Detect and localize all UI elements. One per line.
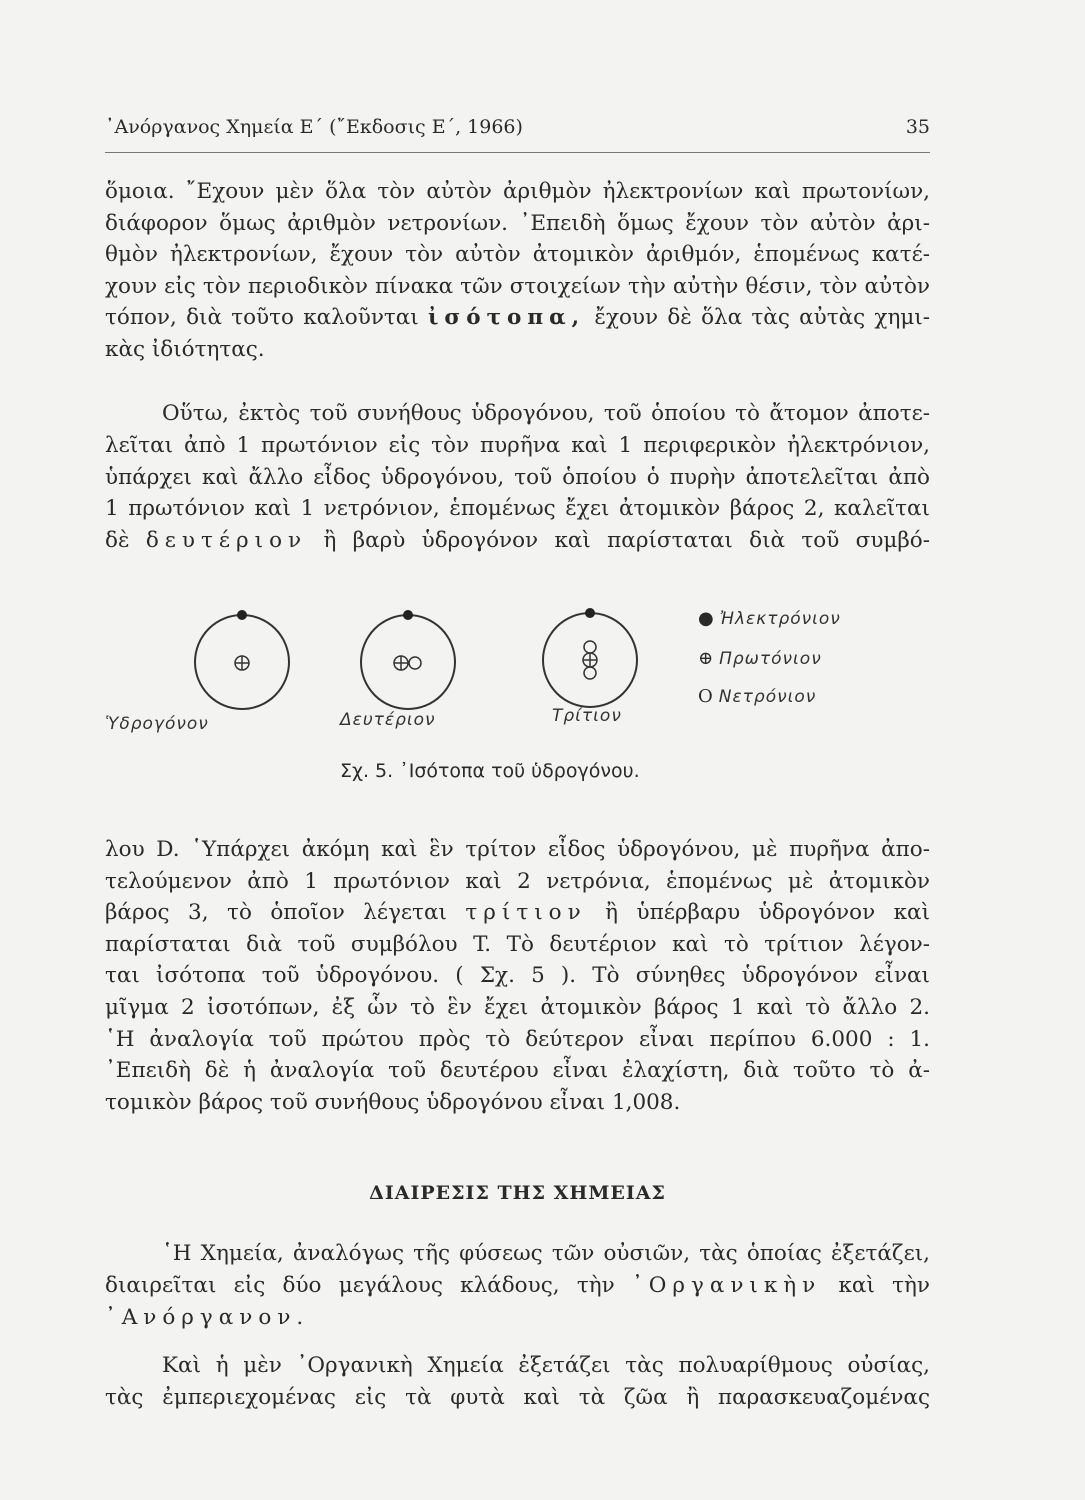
section-title: ΔΙΑΙΡΕΣΙΣ ΤΗΣ ΧΗΜΕΙΑΣ <box>369 1182 666 1204</box>
text-line: ῾Η ἀναλογία τοῦ πρώτου πρὸς τὸ δεύτερον εἶναι περίπου 6.000 : 1. <box>105 1026 930 1052</box>
paragraph-2 <box>105 430 930 556</box>
neutron-mark <box>409 657 421 669</box>
text-line: ὑπάρχει καὶ ἄλλο εἶδος ὑδρογόνου, τοῦ ὁποίου ὁ πυρὴν ἀποτελεῖται ἀπὸ <box>105 464 930 490</box>
text-line <box>105 1302 930 1334</box>
text-line: ται ἰσότοπα τοῦ ὑδρογόνου. ( Σχ. 5 ). Τὸ σύνηθες ὑδρογόνον εἶναι <box>105 963 930 989</box>
paragraph-5 <box>105 1382 930 1414</box>
electron-dot <box>585 608 595 618</box>
text-span: καὶ τὴν <box>821 1273 930 1298</box>
text-line: τομικὸν βάρος τοῦ συνήθους ὑδρογόνου εἶναι 1,008. <box>105 1090 681 1115</box>
text-line: παρίσταται διὰ τοῦ συμβόλου T. Τὸ δευτέριον καὶ τὸ τρίτιον λέγον- <box>105 931 930 957</box>
proton-icon: ⊕ <box>698 648 714 669</box>
term-organic: ᾿Οργανικὴν <box>631 1273 822 1298</box>
neutron-mark <box>584 667 596 679</box>
text-span: τόπον, διὰ τοῦτο καλοῦνται <box>105 305 428 331</box>
text-line: τελούμενον ἀπὸ 1 πρωτόνιον καὶ 2 νετρόνια, ἑπομένως μὲ ἀτομικὸν <box>105 868 930 894</box>
legend-electron <box>698 608 841 629</box>
legend-label: Πρωτόνιον <box>719 648 822 669</box>
atom-deuterium <box>361 610 455 709</box>
legend-label: Ἠλεκτρόνιον <box>719 608 841 629</box>
text-span: δὲ <box>105 527 146 553</box>
header-rule <box>105 152 930 153</box>
page-number: 35 <box>905 116 930 138</box>
text-line: λεῖται ἀπὸ 1 πρωτόνιον εἰς τὸν πυρῆνα καὶ 1 περιφερικὸν ἠλεκτρόνιον, <box>105 433 930 458</box>
text-line: διάφορον ὅμως ἀριθμὸν νετρονίων. ᾿Επειδὴ ὅμως ἔχουν τὸν αὐτὸν ἀρι- <box>105 210 930 236</box>
paragraph-4-first <box>105 1238 930 1270</box>
electron-dot <box>237 610 247 620</box>
atom-tritium <box>543 608 637 707</box>
text-span: διαιρεῖται εἰς δύο μεγάλους κλάδους, τὴν <box>105 1273 632 1298</box>
text-line: 1 πρωτόνιον καὶ 1 νετρόνιον, ἑπομένως ἔχει ἀτομικὸν βάρος 2, καλεῖται <box>105 496 930 522</box>
electron-dot <box>403 610 413 620</box>
term-isotopa: ἰσότοπα, <box>428 305 586 331</box>
electron-icon: ● <box>698 608 714 629</box>
header-title: ᾿Ανόργανος Χημεία Ε΄ (῎Εκδοσις Ε΄, 1966) <box>105 116 523 138</box>
paragraph-1-end <box>105 334 930 366</box>
text-line <box>105 1270 930 1302</box>
text-span: ἢ ὑπέρβαρυ ὑδρογόνον καὶ <box>586 900 931 926</box>
neutron-icon: O <box>698 686 713 707</box>
text-line: μῖγμα 2 ἰσοτόπων, ἐξ ὧν τὸ ἓν ἔχει ἀτομικὸν βάρος 1 καὶ τὸ ἄλλο 2. <box>105 994 930 1020</box>
text-line: Οὕτω, ἐκτὸς τοῦ συνήθους ὑδρογόνου, τοῦ ὁποίου τὸ ἄτομον ἀποτε- <box>162 401 930 426</box>
text-line: θμὸν ἠλεκτρονίων, ἔχουν τὸν αὐτὸν ἀτομικὸν ἀριθμόν, ἑπομένως κατέ- <box>105 242 930 268</box>
text-line: ὅμοια. ῎Εχουν μὲν ὅλα τὸν αὐτὸν ἀριθμὸν ἠλεκτρονίων καὶ πρωτονίων, <box>105 179 930 204</box>
text-span: βάρος 3, τὸ ὁποῖον λέγεται <box>105 900 466 926</box>
figure-isotopes <box>105 602 910 782</box>
text-line: ῾Η Χημεία, ἀναλόγως τῆς φύσεως τῶν οὐσιῶν, τὰς ὁποίας ἐξετάζει, <box>162 1241 930 1266</box>
text-line <box>105 302 930 334</box>
legend-proton <box>698 648 822 669</box>
term-deuterion: δευτέριον <box>145 527 308 553</box>
figure-caption: Σχ. 5. ᾿Ισότοπα τοῦ ὑδρογόνου. <box>340 760 640 782</box>
paragraph-3-end <box>105 1087 930 1119</box>
paragraph-2-first <box>105 398 930 430</box>
text-line <box>105 897 930 929</box>
text-line: ᾿Επειδὴ δὲ ἡ ἀναλογία τοῦ δευτέρου εἶναι ἐλαχίστη, διὰ τοῦτο τὸ ἀ- <box>105 1058 930 1084</box>
text-line: τὰς ἐμπεριεχομένας εἰς τὰ φυτὰ καὶ τὰ ζῶα ἢ παρασκευαζομένας <box>105 1385 930 1410</box>
label-tritium: Τρίτιον <box>552 706 622 726</box>
term-tritium: τρίτιον <box>465 900 587 926</box>
atom-hydrogen <box>195 610 289 709</box>
label-hydrogen: Ὑδρογόνον <box>105 714 209 734</box>
text-line <box>105 525 930 557</box>
paragraph-4 <box>105 1270 930 1302</box>
legend-label: Νετρόνιον <box>718 686 817 707</box>
text-span: ἔχουν δὲ ὅλα τὰς αὐτὰς χημι- <box>585 305 930 331</box>
neutron-mark <box>584 641 596 653</box>
text-line: κὰς ἰδιότητας. <box>105 337 265 362</box>
legend-neutron <box>698 686 816 707</box>
term-inorganic: ᾿Ανόργανον. <box>105 1305 310 1330</box>
running-header <box>105 116 930 138</box>
label-deuterium: Δευτέριον <box>340 710 436 730</box>
text-line: λου D. ῾Υπάρχει ἀκόμη καὶ ἓν τρίτον εἶδος ὑδρογόνου, μὲ πυρῆνα ἀπο- <box>105 837 930 862</box>
text-line: χουν εἰς τὸν περιοδικὸν πίνακα τῶν στοιχείων τὴν αὐτὴν θέσιν, τὸν αὐτὸν <box>105 273 930 299</box>
paragraph-5-first <box>105 1350 930 1382</box>
paragraph-3 <box>105 834 930 1087</box>
text-line: Καὶ ἡ μὲν ᾿Οργανικὴ Χημεία ἐξετάζει τὰς πολυαρίθμους οὐσίας, <box>162 1353 930 1378</box>
text-span: ἢ βαρὺ ὑδρογόνον καὶ παρίσταται διὰ τοῦ συμβό- <box>307 527 930 553</box>
paragraph-1 <box>105 176 930 334</box>
paragraph-4-end <box>105 1302 930 1334</box>
